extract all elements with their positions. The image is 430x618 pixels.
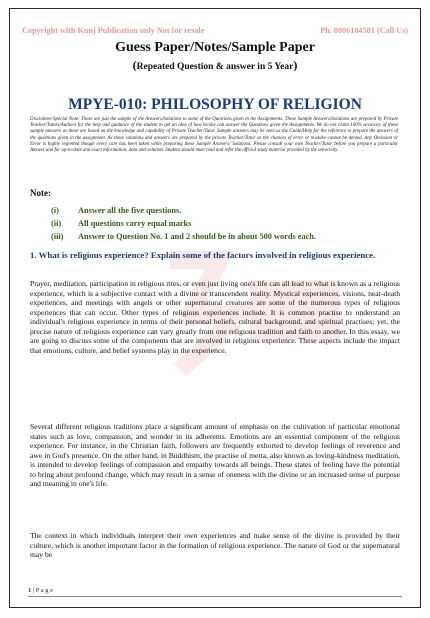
subtitle-text: Repeated Question & answer in 5 Year (136, 62, 294, 72)
note-label: Note: (30, 188, 51, 198)
phone-text: Ph. 8006184581 (Call Us) (320, 26, 408, 35)
answer-paragraph: Several different religious traditions place a significant amount of emphasis on the cultivation of particular emotional states such as love, compassion, and wonder in its adherents. Emotions are an essential component of the religious experience. For instance, in the Christian faith, followers are frequently exhorted to develop feelings of reverence and awe in God's presence. On the other hand, in Buddhism, the practise of metta, also known as loving-kindness meditation, is intended to develop feelings of compassion and empathy towards all beings. These states of feeling have the potential to bring about profound change, which may result in a sense of oneness with the divine or an increased sense of purpose and meaning in one's life. (30, 422, 400, 489)
note-item-number: (iii) (51, 232, 64, 241)
note-item-number: (ii) (51, 219, 62, 228)
question-heading: 1. What is religious experience? Explain some of the factors involved in religious experience. (30, 250, 376, 260)
note-item (51, 230, 411, 243)
note-list (51, 204, 411, 243)
note-item-text: All questions carry equal marks (78, 219, 192, 228)
disclaimer-text: Disclaimer/Special Note: These are just the sample of the Answers/Solutions to some of the Questions given in the Assignments. These Sample Answers/Solutions are prepared by Private Teacher/Tutors/Authors for the help and guidance of the student to get an idea of how he/she can answer the Questions given the Assignments. We do not claim 100% accuracy of these sample answers as these are based on the knowledge and capability of Private Teacher/Tutor. Sample answers may be seen as the Guide/Help for the reference to prepare the answers of the questions given in the assignment. As these solutions and answers are prepared by the private Teacher/Tutor so the chances of error or mistake cannot be denied. Any Omission or Error is highly regretted though every care has been taken while preparing these Sample Answers/ Solutions. Please consult your own Teacher/Tutor before you prepare a particular Answer and for up-to-date and exact information, data and solution. Student should must read and refer the official study material provided by the university. (30, 117, 398, 154)
footer-rule (28, 596, 402, 597)
note-item-number: (i) (51, 206, 59, 215)
answer-paragraph: Prayer, meditation, participation in religious rites, or even just living one's life can all lead to what is known as a religious experience, which is a subjective contact with a divine or transcendent reality. Mystical experiences, visions, near-death experiences, and meetings with angels or other supernatural creatures are some of the numerous types of religious experiences that can occur. Other types of religious experiences include. It is common practise to understand an individual's religious experience in terms of their personal beliefs, cultural background, and spiritual practises; yet, the precise nature of religious experience can vary greatly from one religious tradition and faith to another. In this essay, we are going to discuss some of the components that are involved in religious experience. These aspects include the impact that emotions, culture, and belief systems play in the experience. (30, 279, 400, 355)
note-item-text: Answer to Question No. 1 and 2 should be in about 500 words each. (78, 232, 316, 241)
answer-paragraph: The context in which individuals interpret their own experiences and make sense of the divine is provided by their culture, which is another important factor in the formation of religious experience. The nature of God or the supernatural may be (30, 531, 400, 560)
note-item (51, 217, 411, 230)
note-item (51, 204, 411, 217)
copyright-line (22, 26, 408, 35)
document-subtitle (0, 58, 430, 73)
document-title: Guess Paper/Notes/Sample Paper (115, 40, 315, 55)
subtitle-close-paren: ) (293, 58, 298, 72)
copyright-text: Copyright with Kunj Publication only Not for resale (22, 26, 205, 35)
page-label: | P a g e (32, 587, 54, 594)
subtitle-open-paren: ( (132, 58, 137, 72)
page-number: 1 (28, 587, 32, 594)
page-footer (28, 587, 53, 594)
note-item-text: Answer all the five questions. (78, 206, 182, 215)
course-title: MPYE-010: PHILOSOPHY OF RELIGION (68, 96, 362, 113)
